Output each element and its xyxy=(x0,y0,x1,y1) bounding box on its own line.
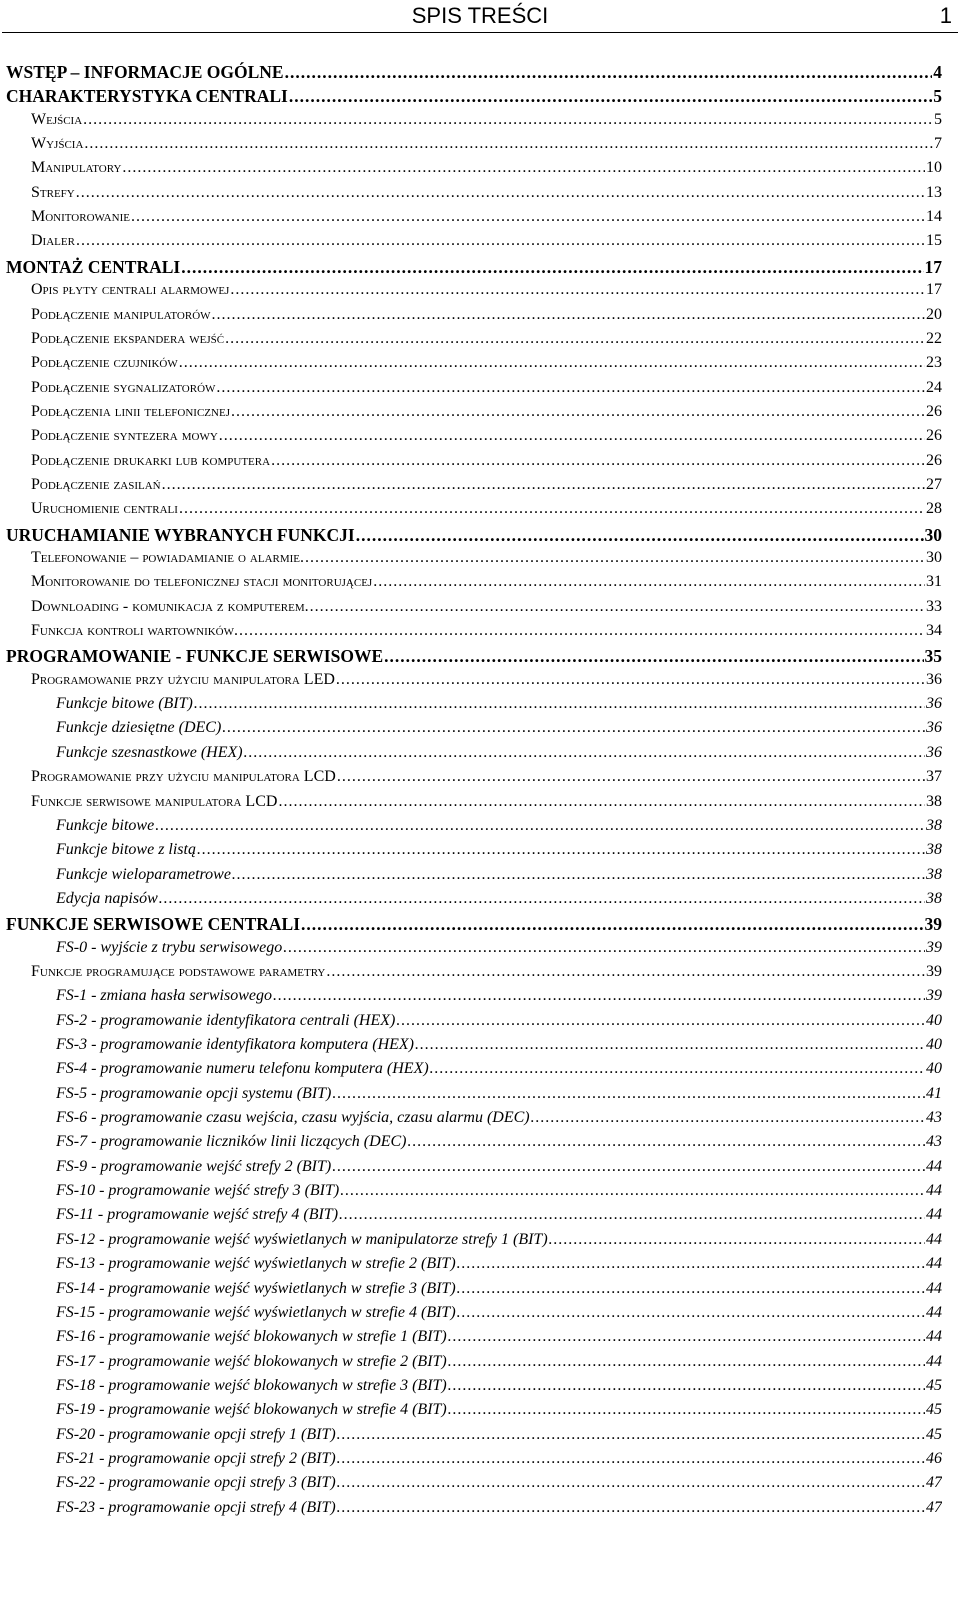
toc-entry-page: 15 xyxy=(926,232,942,250)
toc-dot-leader xyxy=(337,1474,925,1492)
toc-dot-leader xyxy=(271,452,925,470)
toc-entry[interactable] xyxy=(31,622,942,640)
toc-dot-leader xyxy=(337,768,925,786)
toc-entry[interactable] xyxy=(6,62,942,83)
toc-entry[interactable] xyxy=(31,111,942,129)
toc-dot-leader xyxy=(159,890,925,908)
toc-dot-leader xyxy=(230,281,925,299)
header-divider xyxy=(2,32,958,33)
toc-dot-leader xyxy=(239,622,925,640)
toc-entry-title: Monitorowanie do telefonicznej stacji monitorującej xyxy=(31,573,373,591)
toc-entry-page: 44 xyxy=(926,1206,942,1224)
toc-entry-page: 44 xyxy=(926,1182,942,1200)
toc-entry[interactable] xyxy=(31,281,942,299)
toc-entry[interactable] xyxy=(31,452,942,470)
toc-entry-title: Wejścia xyxy=(31,110,83,128)
toc-entry-page: 5 xyxy=(934,110,942,128)
toc-entry-title: Podłączenie syntezera mowy xyxy=(31,427,218,445)
toc-entry[interactable] xyxy=(31,403,942,421)
page-number: 1 xyxy=(939,3,952,28)
toc-entry-page: 26 xyxy=(926,427,942,445)
toc-entry-page: 38 xyxy=(926,792,942,810)
toc-entry-page: 36 xyxy=(926,719,942,737)
toc-entry[interactable] xyxy=(56,1109,942,1127)
toc-entry[interactable] xyxy=(31,793,942,811)
toc-entry-page: 24 xyxy=(926,378,942,396)
toc-entry-page: 33 xyxy=(926,597,942,615)
toc-entry-page: 44 xyxy=(926,1157,942,1175)
toc-entry-title: WSTĘP – INFORMACJE OGÓLNE xyxy=(6,62,284,82)
toc-entry[interactable] xyxy=(56,890,942,908)
toc-entry-title: FUNKCJE SERWISOWE CENTRALI xyxy=(6,914,301,935)
toc-entry-title: Funkcje szesnastkowe (HEX) xyxy=(56,743,243,761)
toc-entry-page: 26 xyxy=(926,451,942,469)
toc-entry[interactable] xyxy=(56,1206,942,1224)
toc-entry-page: 30 xyxy=(924,524,942,545)
toc-dot-leader xyxy=(396,1012,925,1030)
toc-entry-page: 47 xyxy=(926,1498,942,1516)
toc-entry[interactable] xyxy=(56,1353,942,1371)
toc-dot-leader xyxy=(283,939,925,957)
toc-entry-page: 38 xyxy=(926,865,942,883)
toc-entry-page: 36 xyxy=(926,695,942,713)
toc-entry[interactable] xyxy=(56,939,942,957)
toc-entry-title: FS-7 - programowanie liczników linii liczących (DEC) xyxy=(56,1133,407,1151)
toc-entry-title: FS-13 - programowanie wejść wyświetlanych w strefie 2 (BIT) xyxy=(56,1255,456,1273)
toc-entry[interactable] xyxy=(56,1060,942,1078)
toc-entry-page: 43 xyxy=(926,1109,942,1127)
toc-entry-page: 26 xyxy=(926,402,942,420)
toc-dot-leader xyxy=(549,1231,925,1249)
toc-dot-leader xyxy=(122,159,925,177)
toc-entry-page: 10 xyxy=(926,159,942,177)
toc-entry[interactable] xyxy=(31,598,942,616)
toc-entry-title: Funkcje bitowe (BIT) xyxy=(56,695,193,713)
toc-entry-title: Funkcje dziesiętne (DEC) xyxy=(56,719,222,737)
toc-entry[interactable] xyxy=(56,866,942,884)
toc-entry-page: 36 xyxy=(926,743,942,761)
toc-entry-title: Telefonowanie – powiadamianie o alarmie. xyxy=(31,549,305,566)
toc-entry-page: 44 xyxy=(926,1279,942,1297)
toc-entry[interactable] xyxy=(56,1133,942,1151)
toc-entry-page: 41 xyxy=(926,1084,942,1102)
toc-entry[interactable] xyxy=(31,354,942,372)
toc-entry-page: 30 xyxy=(926,549,942,566)
toc-entry[interactable] xyxy=(56,1499,942,1517)
toc-entry-page: 38 xyxy=(926,889,942,907)
toc-entry-title: PROGRAMOWANIE - FUNKCJE SERWISOWE xyxy=(6,646,384,667)
toc-entry[interactable] xyxy=(6,86,942,107)
toc-entry-page: 46 xyxy=(926,1449,942,1467)
toc-dot-leader xyxy=(326,963,925,981)
toc-entry-page: 37 xyxy=(926,768,942,786)
toc-dot-leader xyxy=(76,232,925,250)
toc-entry-title: FS-5 - programowanie opcji systemu (BIT) xyxy=(56,1084,332,1102)
toc-entry[interactable] xyxy=(31,427,942,445)
toc-entry[interactable] xyxy=(31,671,942,689)
page-header xyxy=(0,0,960,34)
toc-dot-leader xyxy=(457,1304,925,1322)
toc-entry-page: 40 xyxy=(926,1036,942,1053)
toc-entry-page: 14 xyxy=(926,208,942,226)
toc-entry[interactable] xyxy=(6,646,942,667)
toc-entry-page: 39 xyxy=(924,914,942,935)
toc-entry-title: Programowanie przy użyciu manipulatora LCD xyxy=(31,768,336,786)
toc-entry-page: 44 xyxy=(926,1230,942,1248)
toc-entry[interactable] xyxy=(56,1085,942,1103)
toc-entry-page: 23 xyxy=(926,354,942,372)
toc-entry[interactable] xyxy=(31,549,942,567)
toc-entry-page: 5 xyxy=(933,86,942,107)
toc-dot-leader xyxy=(356,525,924,546)
toc-entry-title: FS-16 - programowanie wejść blokowanych w strefie 1 (BIT) xyxy=(56,1328,447,1346)
toc-entry-title: Podłączenie zasilań xyxy=(31,475,161,493)
toc-entry[interactable] xyxy=(56,1280,942,1298)
toc-entry-title: Podłączenie sygnalizatorów xyxy=(31,378,216,396)
toc-entry-page: 44 xyxy=(926,1352,942,1370)
toc-entry[interactable] xyxy=(6,257,942,278)
toc-dot-leader xyxy=(197,841,925,859)
toc-dot-leader xyxy=(278,793,925,811)
toc-entry[interactable] xyxy=(56,1158,942,1176)
toc-entry-title: Wyjścia xyxy=(31,135,84,153)
toc-entry-page: 43 xyxy=(926,1133,942,1151)
toc-entry[interactable] xyxy=(31,963,942,981)
toc-dot-leader xyxy=(310,598,925,616)
toc-entry-title: FS-3 - programowanie identyfikatora komputera (HEX) xyxy=(56,1036,415,1053)
toc-entry[interactable] xyxy=(56,1304,942,1322)
toc-entry-title: Funkcje bitowe xyxy=(56,816,155,834)
toc-entry-title: Podłączenie czujników xyxy=(31,354,178,372)
toc-entry-page: 47 xyxy=(926,1474,942,1492)
toc-entry-page: 38 xyxy=(926,841,942,859)
toc-entry[interactable] xyxy=(56,1401,942,1419)
toc-entry-title: FS-4 - programowanie numeru telefonu komputera (HEX) xyxy=(56,1060,429,1078)
toc-entry-page: 34 xyxy=(926,622,942,640)
toc-dot-leader xyxy=(337,1499,925,1517)
toc-entry-title: FS-14 - programowanie wejść wyświetlanych w strefie 3 (BIT) xyxy=(56,1279,456,1297)
toc-entry[interactable] xyxy=(56,695,942,713)
toc-dot-leader xyxy=(225,330,925,348)
toc-entry[interactable] xyxy=(31,379,942,397)
toc-dot-leader xyxy=(231,403,925,421)
toc-dot-leader xyxy=(212,306,925,324)
toc-dot-leader xyxy=(273,987,925,1005)
toc-entry[interactable] xyxy=(56,987,942,1005)
toc-entry-title: FS-2 - programowanie identyfikatora centrali (HEX) xyxy=(56,1011,396,1029)
toc-entry-title: Podłączenie manipulatorów xyxy=(31,305,211,323)
toc-dot-leader xyxy=(457,1255,925,1273)
toc-dot-leader xyxy=(162,476,925,494)
toc-entry[interactable] xyxy=(56,841,942,859)
toc-entry-title: Podłączenie drukarki lub komputera xyxy=(31,451,271,469)
toc-entry-page: 27 xyxy=(926,475,942,493)
toc-dot-leader xyxy=(448,1377,925,1395)
toc-dot-leader xyxy=(83,111,933,129)
page-title: SPIS TREŚCI xyxy=(411,3,549,28)
toc-entry-title: FS-9 - programowanie wejść strefy 2 (BIT) xyxy=(56,1157,332,1175)
toc-entry-title: CHARAKTERYSTYKA CENTRALI xyxy=(6,86,288,107)
toc-entry[interactable] xyxy=(31,573,942,591)
toc-entry[interactable] xyxy=(31,500,942,518)
toc-entry[interactable] xyxy=(6,914,942,935)
toc-dot-leader xyxy=(430,1060,925,1078)
toc-entry[interactable] xyxy=(31,232,942,250)
toc-entry[interactable] xyxy=(56,817,942,835)
toc-entry[interactable] xyxy=(31,159,942,177)
toc-entry[interactable] xyxy=(31,476,942,494)
toc-entry-title: FS-11 - programowanie wejść strefy 4 (BIT) xyxy=(56,1206,339,1224)
toc-dot-leader xyxy=(194,695,925,713)
toc-entry-page: 44 xyxy=(926,1255,942,1273)
toc-entry[interactable] xyxy=(56,1474,942,1492)
toc-entry-page: 44 xyxy=(926,1328,942,1346)
toc-entry-page: 40 xyxy=(926,1060,942,1078)
toc-entry-page: 17 xyxy=(926,281,942,299)
toc-dot-leader xyxy=(155,817,925,835)
toc-entry-title: Funkcja kontroli wartowników. xyxy=(31,622,239,640)
toc-dot-leader xyxy=(340,1182,925,1200)
toc-entry-page: 39 xyxy=(926,938,942,956)
toc-entry-title: Opis płyty centrali alarmowej xyxy=(31,281,230,299)
toc-entry[interactable] xyxy=(56,1231,942,1249)
toc-entry-title: MONTAŻ CENTRALI xyxy=(6,256,181,277)
toc-dot-leader xyxy=(222,719,925,737)
toc-entry[interactable] xyxy=(56,1426,942,1444)
toc-entry-title: FS-1 - zmiana hasła serwisowego xyxy=(56,987,272,1005)
toc-entry[interactable] xyxy=(31,306,942,324)
toc-entry-page: 31 xyxy=(926,573,942,591)
toc-entry-page: 20 xyxy=(926,305,942,323)
toc-dot-leader xyxy=(179,354,925,372)
toc-entry-title: Manipulatory xyxy=(31,159,122,177)
toc-entry-title: Funkcje programujące podstawowe parametry xyxy=(31,962,326,980)
toc-entry-title: FS-20 - programowanie opcji strefy 1 (BIT) xyxy=(56,1425,336,1443)
toc-dot-leader xyxy=(181,257,923,278)
toc-entry[interactable] xyxy=(31,330,942,348)
toc-entry-title: Podłączenia linii telefonicznej xyxy=(31,402,230,420)
toc-entry-title: Downloading - komunikacja z komputerem. xyxy=(31,597,309,615)
toc-dot-leader xyxy=(457,1280,925,1298)
toc-entry-page: 35 xyxy=(924,646,942,667)
toc-entry[interactable] xyxy=(31,184,942,202)
toc-dot-leader xyxy=(337,1426,925,1444)
toc-dot-leader xyxy=(336,671,925,689)
toc-entry-title: FS-0 - wyjście z trybu serwisowego xyxy=(56,938,283,956)
toc-dot-leader xyxy=(332,1085,925,1103)
toc-entry[interactable] xyxy=(56,719,942,737)
toc-entry[interactable] xyxy=(56,1036,942,1054)
toc-entry-page: 4 xyxy=(933,62,942,82)
toc-entry-title: FS-10 - programowanie wejść strefy 3 (BIT) xyxy=(56,1182,340,1200)
toc-entry-title: Strefy xyxy=(31,183,75,201)
toc-entry-title: FS-15 - programowanie wejść wyświetlanych w strefie 4 (BIT) xyxy=(56,1303,456,1321)
toc-dot-leader xyxy=(131,208,925,226)
toc-dot-leader xyxy=(84,135,933,153)
toc-entry-title: Edycja napisów xyxy=(56,889,158,907)
toc-dot-leader xyxy=(232,866,925,884)
toc-entry-page: 13 xyxy=(926,183,942,201)
toc-entry[interactable] xyxy=(56,1182,942,1200)
toc-entry[interactable] xyxy=(56,1377,942,1395)
toc-dot-leader xyxy=(301,914,923,935)
toc-dot-leader xyxy=(531,1109,925,1127)
toc-dot-leader xyxy=(244,744,925,762)
toc-entry-title: Funkcje wieloparametrowe xyxy=(56,865,231,883)
toc-entry[interactable] xyxy=(56,1328,942,1346)
toc-dot-leader xyxy=(448,1401,925,1419)
toc-entry[interactable] xyxy=(31,768,942,786)
toc-entry-page: 28 xyxy=(926,500,942,518)
toc-entry-title: FS-18 - programowanie wejść blokowanych w strefie 3 (BIT) xyxy=(56,1376,447,1394)
toc-entry-page: 45 xyxy=(926,1376,942,1394)
toc-entry[interactable] xyxy=(31,208,942,226)
toc-entry[interactable] xyxy=(56,744,942,762)
toc-entry-title: Podłączenie ekspandera wejść xyxy=(31,329,225,347)
toc-entry-page: 39 xyxy=(926,987,942,1005)
toc-dot-leader xyxy=(305,549,925,567)
toc-entry-title: FS-22 - programowanie opcji strefy 3 (BIT) xyxy=(56,1474,336,1492)
toc-dot-leader xyxy=(339,1206,925,1224)
toc-dot-leader xyxy=(407,1133,925,1151)
toc-dot-leader xyxy=(76,184,925,202)
toc-entry-page: 36 xyxy=(926,670,942,688)
toc-dot-leader xyxy=(384,646,923,667)
toc-entry-title: FS-19 - programowanie wejść blokowanych w strefie 4 (BIT) xyxy=(56,1401,447,1419)
toc-entry-title: Programowanie przy użyciu manipulatora LED xyxy=(31,670,335,688)
toc-entry-title: Uruchomienie centrali xyxy=(31,500,178,518)
toc-dot-leader xyxy=(216,379,925,397)
toc-entry-page: 44 xyxy=(926,1303,942,1321)
toc-entry-page: 17 xyxy=(924,256,942,277)
toc-entry-title: Funkcje bitowe z listą xyxy=(56,841,196,859)
toc-dot-leader xyxy=(219,427,925,445)
toc-entry-page: 38 xyxy=(926,816,942,834)
toc-entry-title: FS-6 - programowanie czasu wejścia, czasu wyjścia, czasu alarmu (DEC) xyxy=(56,1109,530,1127)
toc-entry[interactable] xyxy=(31,135,942,153)
toc-entry-page: 39 xyxy=(926,962,942,980)
toc-entry-page: 40 xyxy=(926,1011,942,1029)
toc-entry-title: URUCHAMIANIE WYBRANYCH FUNKCJI xyxy=(6,524,355,545)
toc-dot-leader xyxy=(448,1353,925,1371)
toc-dot-leader xyxy=(179,500,925,518)
toc-dot-leader xyxy=(289,86,932,107)
toc-entry-page: 45 xyxy=(926,1425,942,1443)
toc-dot-leader xyxy=(285,62,933,83)
toc-entry-page: 7 xyxy=(934,135,942,153)
toc-entry[interactable] xyxy=(6,525,942,546)
toc-entry-page: 22 xyxy=(926,329,942,347)
toc-entry[interactable] xyxy=(56,1012,942,1030)
toc-dot-leader xyxy=(373,573,925,591)
toc-entry-title: Dialer xyxy=(31,232,75,250)
toc-entry-title: FS-21 - programowanie opcji strefy 2 (BIT) xyxy=(56,1449,336,1467)
toc-dot-leader xyxy=(415,1036,925,1054)
toc-entry-title: FS-17 - programowanie wejść blokowanych w strefie 2 (BIT) xyxy=(56,1352,447,1370)
toc-entry-title: Monitorowanie xyxy=(31,208,130,226)
toc-entry-title: FS-23 - programowanie opcji strefy 4 (BIT) xyxy=(56,1498,336,1516)
toc-entry[interactable] xyxy=(56,1255,942,1273)
toc-dot-leader xyxy=(448,1328,925,1346)
toc-entry[interactable] xyxy=(56,1450,942,1468)
toc-entry-title: Funkcje serwisowe manipulatora LCD xyxy=(31,792,278,810)
toc-entry-page: 45 xyxy=(926,1401,942,1419)
toc-dot-leader xyxy=(337,1450,925,1468)
toc-dot-leader xyxy=(332,1158,925,1176)
toc-entry-title: FS-12 - programowanie wejść wyświetlanych w manipulatorze strefy 1 (BIT) xyxy=(56,1230,548,1248)
